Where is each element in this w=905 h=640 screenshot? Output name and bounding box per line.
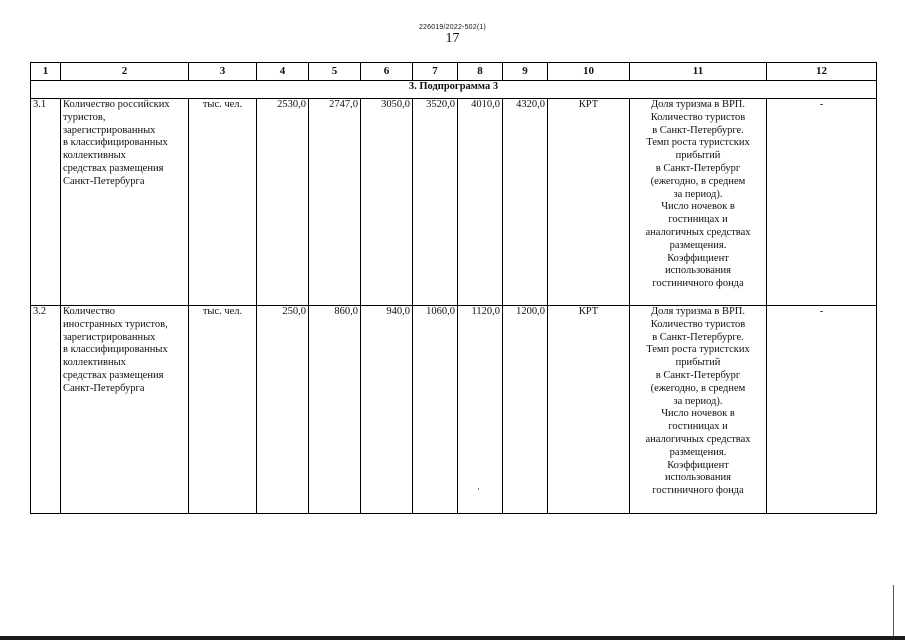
column-header: 6 bbox=[361, 63, 413, 81]
indicator-line: Количество туристов bbox=[650, 111, 746, 123]
column-number-row bbox=[31, 63, 877, 81]
column-header: 8 bbox=[458, 63, 503, 81]
indicator-line: гостиничного фонда bbox=[652, 485, 744, 497]
indicator-name bbox=[61, 99, 189, 306]
name-line: Количество bbox=[63, 306, 116, 317]
indicator-line: Количество туристов bbox=[650, 318, 746, 330]
indicator-line: Темп роста туристских bbox=[646, 344, 750, 356]
indicator-line: (ежегодно, в среднем bbox=[650, 175, 746, 187]
value-cell: 1200,0 bbox=[503, 306, 548, 514]
name-line: иностранных туристов, bbox=[63, 318, 168, 330]
column-header: 12 bbox=[767, 63, 877, 81]
value-cell: 860,0 bbox=[309, 306, 361, 514]
scan-edge-right bbox=[893, 585, 894, 640]
indicator-line: Доля туризма в ВРП. bbox=[650, 99, 746, 110]
name-line: средствах размещения bbox=[63, 162, 164, 174]
indicator-line: аналогичных средствах bbox=[645, 226, 751, 238]
column-header: 2 bbox=[61, 63, 189, 81]
indicator-line: за период). bbox=[673, 188, 723, 200]
column-header: 7 bbox=[413, 63, 458, 81]
column-header: 10 bbox=[548, 63, 630, 81]
scan-edge-bottom bbox=[0, 636, 905, 640]
indicator-line: (ежегодно, в среднем bbox=[650, 382, 746, 394]
indicator-line: прибытий bbox=[675, 150, 721, 162]
unit: тыс. чел. bbox=[189, 306, 257, 514]
related-indicators bbox=[630, 306, 767, 514]
name-line: коллективных bbox=[63, 150, 126, 162]
indicator-line: гостиницах и bbox=[668, 214, 728, 226]
name-line: средствах размещения bbox=[63, 369, 164, 381]
scan-speck bbox=[478, 488, 479, 490]
column-header: 9 bbox=[503, 63, 548, 81]
indicator-line: Доля туризма в ВРП. bbox=[650, 306, 746, 317]
indicator-line: размещения. bbox=[669, 239, 727, 251]
page-number: 17 bbox=[445, 31, 460, 46]
column-header: 11 bbox=[630, 63, 767, 81]
name-line: Санкт-Петербурга bbox=[63, 175, 145, 187]
table-row bbox=[31, 99, 877, 306]
unit: тыс. чел. bbox=[189, 99, 257, 306]
indicator-line: Число ночевок в bbox=[661, 201, 735, 213]
name-line: зарегистрированных bbox=[63, 124, 156, 136]
indicator-line: Коэффициент bbox=[667, 252, 729, 264]
value-cell: 3520,0 bbox=[413, 99, 458, 306]
column-header: 5 bbox=[309, 63, 361, 81]
related-indicators bbox=[630, 99, 767, 306]
section-row bbox=[31, 81, 877, 99]
indicator-line: в Санкт-Петербурге. bbox=[652, 331, 744, 343]
name-line: туристов, bbox=[63, 111, 106, 123]
document-id: 226019/2022-502(1) bbox=[418, 24, 487, 31]
row-number: 3.1 bbox=[31, 99, 61, 306]
indicator-line: гостиничного фонда bbox=[652, 278, 744, 290]
name-line: в классифицированных bbox=[63, 137, 168, 149]
name-line: Санкт-Петербурга bbox=[63, 382, 145, 394]
note: - bbox=[767, 99, 877, 306]
value-cell: 940,0 bbox=[361, 306, 413, 514]
value-cell: 2530,0 bbox=[257, 99, 309, 306]
program-indicators-table bbox=[30, 62, 877, 514]
value-cell: 4010,0 bbox=[458, 99, 503, 306]
value-cell: 250,0 bbox=[257, 306, 309, 514]
value-cell: 1060,0 bbox=[413, 306, 458, 514]
indicator-line: использования bbox=[665, 265, 731, 277]
indicator-line: в Санкт-Петербург bbox=[655, 369, 741, 381]
value-cell: 4320,0 bbox=[503, 99, 548, 306]
indicator-name bbox=[61, 306, 189, 514]
indicator-line: за период). bbox=[673, 395, 723, 407]
indicator-line: Темп роста туристских bbox=[646, 137, 750, 149]
indicator-line: в Санкт-Петербурге. bbox=[652, 124, 744, 136]
indicator-line: размещения. bbox=[669, 446, 727, 458]
column-header: 1 bbox=[31, 63, 61, 81]
value-cell: 1120,0 bbox=[458, 306, 503, 514]
value-cell: 3050,0 bbox=[361, 99, 413, 306]
indicator-line: в Санкт-Петербург bbox=[655, 162, 741, 174]
row-number: 3.2 bbox=[31, 306, 61, 514]
name-line: коллективных bbox=[63, 357, 126, 369]
responsible-executor: КРТ bbox=[548, 99, 630, 306]
column-header: 3 bbox=[189, 63, 257, 81]
name-line: Количество российских bbox=[63, 99, 170, 110]
section-title: 3. Подпрограмма 3 bbox=[31, 81, 877, 99]
indicator-line: гостиницах и bbox=[668, 421, 728, 433]
indicator-line: Число ночевок в bbox=[661, 408, 735, 420]
column-header: 4 bbox=[257, 63, 309, 81]
name-line: в классифицированных bbox=[63, 344, 168, 356]
value-cell: 2747,0 bbox=[309, 99, 361, 306]
indicator-line: Коэффициент bbox=[667, 459, 729, 471]
indicator-line: аналогичных средствах bbox=[645, 433, 751, 445]
indicator-line: прибытий bbox=[675, 357, 721, 369]
note: - bbox=[767, 306, 877, 514]
table-row bbox=[31, 306, 877, 514]
name-line: зарегистрированных bbox=[63, 331, 156, 343]
responsible-executor: КРТ bbox=[548, 306, 630, 514]
indicator-line: использования bbox=[665, 472, 731, 484]
